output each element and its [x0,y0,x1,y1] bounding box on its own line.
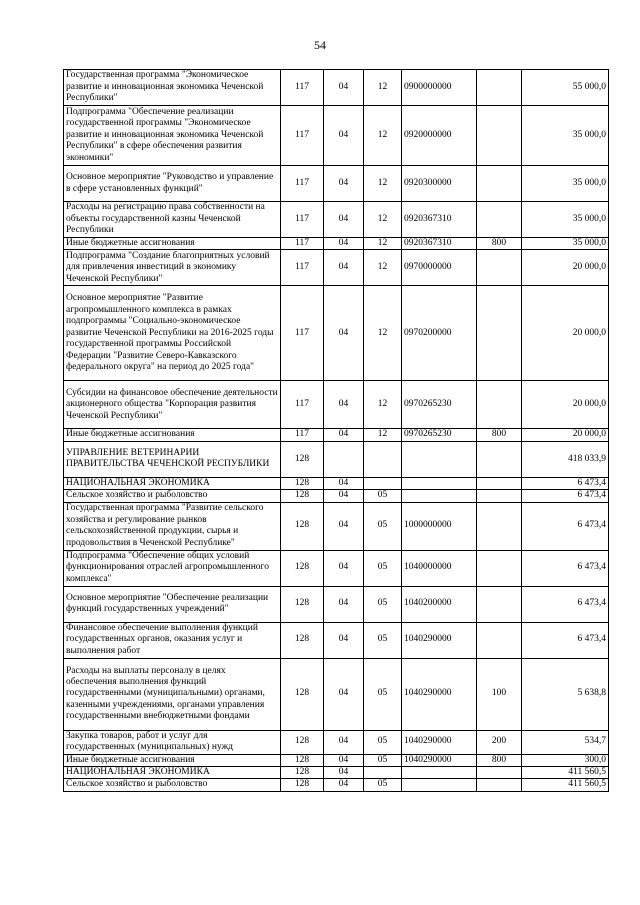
row-code-cell: 128 [281,730,324,754]
table-row [64,70,609,106]
table-row [64,202,609,238]
row-code-cell: 128 [281,477,324,489]
row-target-cell [402,767,477,779]
row-section-cell: 04 [324,490,364,502]
table-row [64,166,609,202]
row-target-cell: 1000000000 [402,502,477,550]
row-sum-cell: 6 473,4 [522,586,609,622]
row-section-cell: 04 [324,754,364,766]
row-target-cell: 1040290000 [402,730,477,754]
table-row [64,550,609,586]
row-code-cell: 128 [281,441,324,477]
row-code-cell: 117 [281,250,324,286]
row-section-cell [324,441,364,477]
row-section-cell: 04 [324,779,364,791]
table-row [64,754,609,766]
table-row [64,381,609,429]
row-name-cell: УПРАВЛЕНИЕ ВЕТЕРИНАРИИ ПРАВИТЕЛЬСТВА ЧЕЧЕНСКОЙ РЕСПУБЛИКИ [64,441,281,477]
row-subsection-cell: 12 [364,250,402,286]
row-subsection-cell [364,441,402,477]
row-target-cell: 0920000000 [402,106,477,166]
row-expense-type-cell [477,622,522,658]
budget-table-body [64,70,609,792]
row-target-cell: 1040200000 [402,586,477,622]
row-name-cell: Иные бюджетные ассигнования [64,754,281,766]
row-code-cell: 117 [281,70,324,106]
row-code-cell: 128 [281,658,324,730]
row-target-cell: 0970200000 [402,286,477,381]
row-target-cell: 0900000000 [402,70,477,106]
row-subsection-cell: 05 [364,490,402,502]
row-sum-cell: 534,7 [522,730,609,754]
row-name-cell: Расходы на регистрацию права собственности на объекты государственной казны Чеченской Республики [64,202,281,238]
table-row [64,767,609,779]
row-target-cell: 1040290000 [402,658,477,730]
table-row [64,250,609,286]
row-section-cell: 04 [324,550,364,586]
row-expense-type-cell [477,490,522,502]
row-code-cell: 117 [281,381,324,429]
row-code-cell: 128 [281,550,324,586]
row-target-cell: 0920367310 [402,238,477,250]
row-code-cell: 128 [281,502,324,550]
table-row [64,622,609,658]
row-target-cell [402,490,477,502]
table-row [64,779,609,791]
row-expense-type-cell [477,586,522,622]
row-subsection-cell: 05 [364,658,402,730]
row-expense-type-cell [477,502,522,550]
row-subsection-cell: 12 [364,202,402,238]
table-row [64,730,609,754]
row-sum-cell: 35 000,0 [522,166,609,202]
table-row [64,658,609,730]
row-sum-cell: 411 560,5 [522,779,609,791]
table-row [64,238,609,250]
table-row [64,286,609,381]
table-row [64,441,609,477]
row-code-cell: 117 [281,286,324,381]
table-row [64,502,609,550]
row-code-cell: 128 [281,490,324,502]
row-name-cell: Подпрограмма "Создание благоприятных условий для привлечения инвестиций в экономику Чеченской Республики" [64,250,281,286]
row-target-cell: 0920367310 [402,202,477,238]
row-sum-cell: 20 000,0 [522,429,609,441]
row-subsection-cell [364,477,402,489]
row-subsection-cell: 05 [364,622,402,658]
row-section-cell: 04 [324,166,364,202]
row-sum-cell: 35 000,0 [522,202,609,238]
row-sum-cell: 6 473,4 [522,490,609,502]
row-section-cell: 04 [324,381,364,429]
row-target-cell: 0970265230 [402,429,477,441]
row-sum-cell: 5 638,8 [522,658,609,730]
row-name-cell: Подпрограмма "Обеспечение общих условий функционирования отраслей агропромышленного комплекса" [64,550,281,586]
row-section-cell: 04 [324,70,364,106]
row-subsection-cell: 12 [364,238,402,250]
row-expense-type-cell [477,767,522,779]
row-target-cell: 0920300000 [402,166,477,202]
row-name-cell: Расходы на выплаты персоналу в целях обеспечения выполнения функций государственными (муниципальными) органами, казенными учреждениями, органами управления государственными внебюджетными фондами [64,658,281,730]
row-subsection-cell: 12 [364,106,402,166]
table-row [64,490,609,502]
row-sum-cell: 55 000,0 [522,70,609,106]
row-subsection-cell: 05 [364,779,402,791]
row-expense-type-cell [477,779,522,791]
row-sum-cell: 20 000,0 [522,381,609,429]
row-expense-type-cell [477,286,522,381]
table-row [64,586,609,622]
row-code-cell: 128 [281,622,324,658]
row-expense-type-cell [477,441,522,477]
row-target-cell: 1040290000 [402,754,477,766]
row-expense-type-cell [477,166,522,202]
table-row [64,429,609,441]
row-target-cell: 0970265230 [402,381,477,429]
row-subsection-cell: 12 [364,70,402,106]
row-sum-cell: 6 473,4 [522,550,609,586]
row-subsection-cell [364,767,402,779]
row-subsection-cell: 12 [364,166,402,202]
row-expense-type-cell [477,70,522,106]
row-expense-type-cell: 800 [477,754,522,766]
row-section-cell: 04 [324,767,364,779]
table-row [64,477,609,489]
row-name-cell: Государственная программа "Развитие сельского хозяйства и регулирование рынков сельскохозяйственной продукции, сырья и продовольствия в Чеченской Республике" [64,502,281,550]
row-target-cell [402,779,477,791]
row-name-cell: Сельское хозяйство и рыболовство [64,779,281,791]
row-expense-type-cell: 100 [477,658,522,730]
row-subsection-cell: 12 [364,429,402,441]
row-target-cell: 1040290000 [402,622,477,658]
row-subsection-cell: 05 [364,754,402,766]
row-sum-cell: 6 473,4 [522,502,609,550]
row-code-cell: 128 [281,767,324,779]
row-name-cell: НАЦИОНАЛЬНАЯ ЭКОНОМИКА [64,767,281,779]
row-sum-cell: 6 473,4 [522,622,609,658]
row-name-cell: НАЦИОНАЛЬНАЯ ЭКОНОМИКА [64,477,281,489]
row-code-cell: 117 [281,166,324,202]
row-subsection-cell: 12 [364,286,402,381]
row-expense-type-cell: 800 [477,429,522,441]
row-subsection-cell: 05 [364,730,402,754]
row-name-cell: Иные бюджетные ассигнования [64,238,281,250]
row-name-cell: Субсидии на финансовое обеспечение деятельности акционерного общества "Корпорация развития Чеченской Республики" [64,381,281,429]
row-subsection-cell: 05 [364,586,402,622]
row-sum-cell: 35 000,0 [522,238,609,250]
row-expense-type-cell [477,202,522,238]
budget-table [63,69,609,792]
row-name-cell: Основное мероприятие "Обеспечение реализации функций государственных учреждений" [64,586,281,622]
row-subsection-cell: 05 [364,550,402,586]
row-expense-type-cell [477,477,522,489]
row-name-cell: Основное мероприятие "Руководство и управление в сфере установленных функций" [64,166,281,202]
row-name-cell: Иные бюджетные ассигнования [64,429,281,441]
row-section-cell: 04 [324,730,364,754]
row-sum-cell: 20 000,0 [522,286,609,381]
page-number: 54 [314,38,326,52]
row-section-cell: 04 [324,250,364,286]
row-sum-cell: 411 560,5 [522,767,609,779]
row-name-cell: Закупка товаров, работ и услуг для государственных (муниципальных) нужд [64,730,281,754]
row-expense-type-cell: 800 [477,238,522,250]
row-sum-cell: 20 000,0 [522,250,609,286]
row-section-cell: 04 [324,586,364,622]
row-name-cell: Основное мероприятие "Развитие агропромышленного комплекса в рамках подпрограммы "Социально-экономическое развитие Чеченской Республики на 2016-2025 годы государственной программы Российской Федерации "Развитие Северо-Кавказского федерального округа" на период до 2025 года" [64,286,281,381]
row-section-cell: 04 [324,238,364,250]
row-expense-type-cell [477,250,522,286]
row-section-cell: 04 [324,429,364,441]
row-section-cell: 04 [324,202,364,238]
row-subsection-cell: 12 [364,381,402,429]
row-code-cell: 128 [281,754,324,766]
row-name-cell: Подпрограмма "Обеспечение реализации государственной программы "Экономическое развитие и инновационная экономика Чеченской Республики" в сфере обеспечения развития экономики" [64,106,281,166]
row-expense-type-cell [477,106,522,166]
row-sum-cell: 6 473,4 [522,477,609,489]
table-row [64,106,609,166]
row-name-cell: Сельское хозяйство и рыболовство [64,490,281,502]
row-section-cell: 04 [324,477,364,489]
row-code-cell: 128 [281,779,324,791]
row-code-cell: 128 [281,586,324,622]
row-code-cell: 117 [281,238,324,250]
row-code-cell: 117 [281,202,324,238]
row-sum-cell: 35 000,0 [522,106,609,166]
row-section-cell: 04 [324,658,364,730]
row-expense-type-cell: 200 [477,730,522,754]
row-name-cell: Государственная программа "Экономическое развитие и инновационная экономика Чеченской Республики" [64,70,281,106]
row-sum-cell: 418 033,9 [522,441,609,477]
row-section-cell: 04 [324,286,364,381]
row-code-cell: 117 [281,429,324,441]
row-expense-type-cell [477,550,522,586]
row-section-cell: 04 [324,106,364,166]
row-code-cell: 117 [281,106,324,166]
row-target-cell [402,441,477,477]
row-expense-type-cell [477,381,522,429]
row-target-cell [402,477,477,489]
row-target-cell: 0970000000 [402,250,477,286]
row-section-cell: 04 [324,622,364,658]
row-target-cell: 1040000000 [402,550,477,586]
row-name-cell: Финансовое обеспечение выполнения функций государственных органов, оказания услуг и выполнения работ [64,622,281,658]
row-section-cell: 04 [324,502,364,550]
row-subsection-cell: 05 [364,502,402,550]
row-sum-cell: 300,0 [522,754,609,766]
